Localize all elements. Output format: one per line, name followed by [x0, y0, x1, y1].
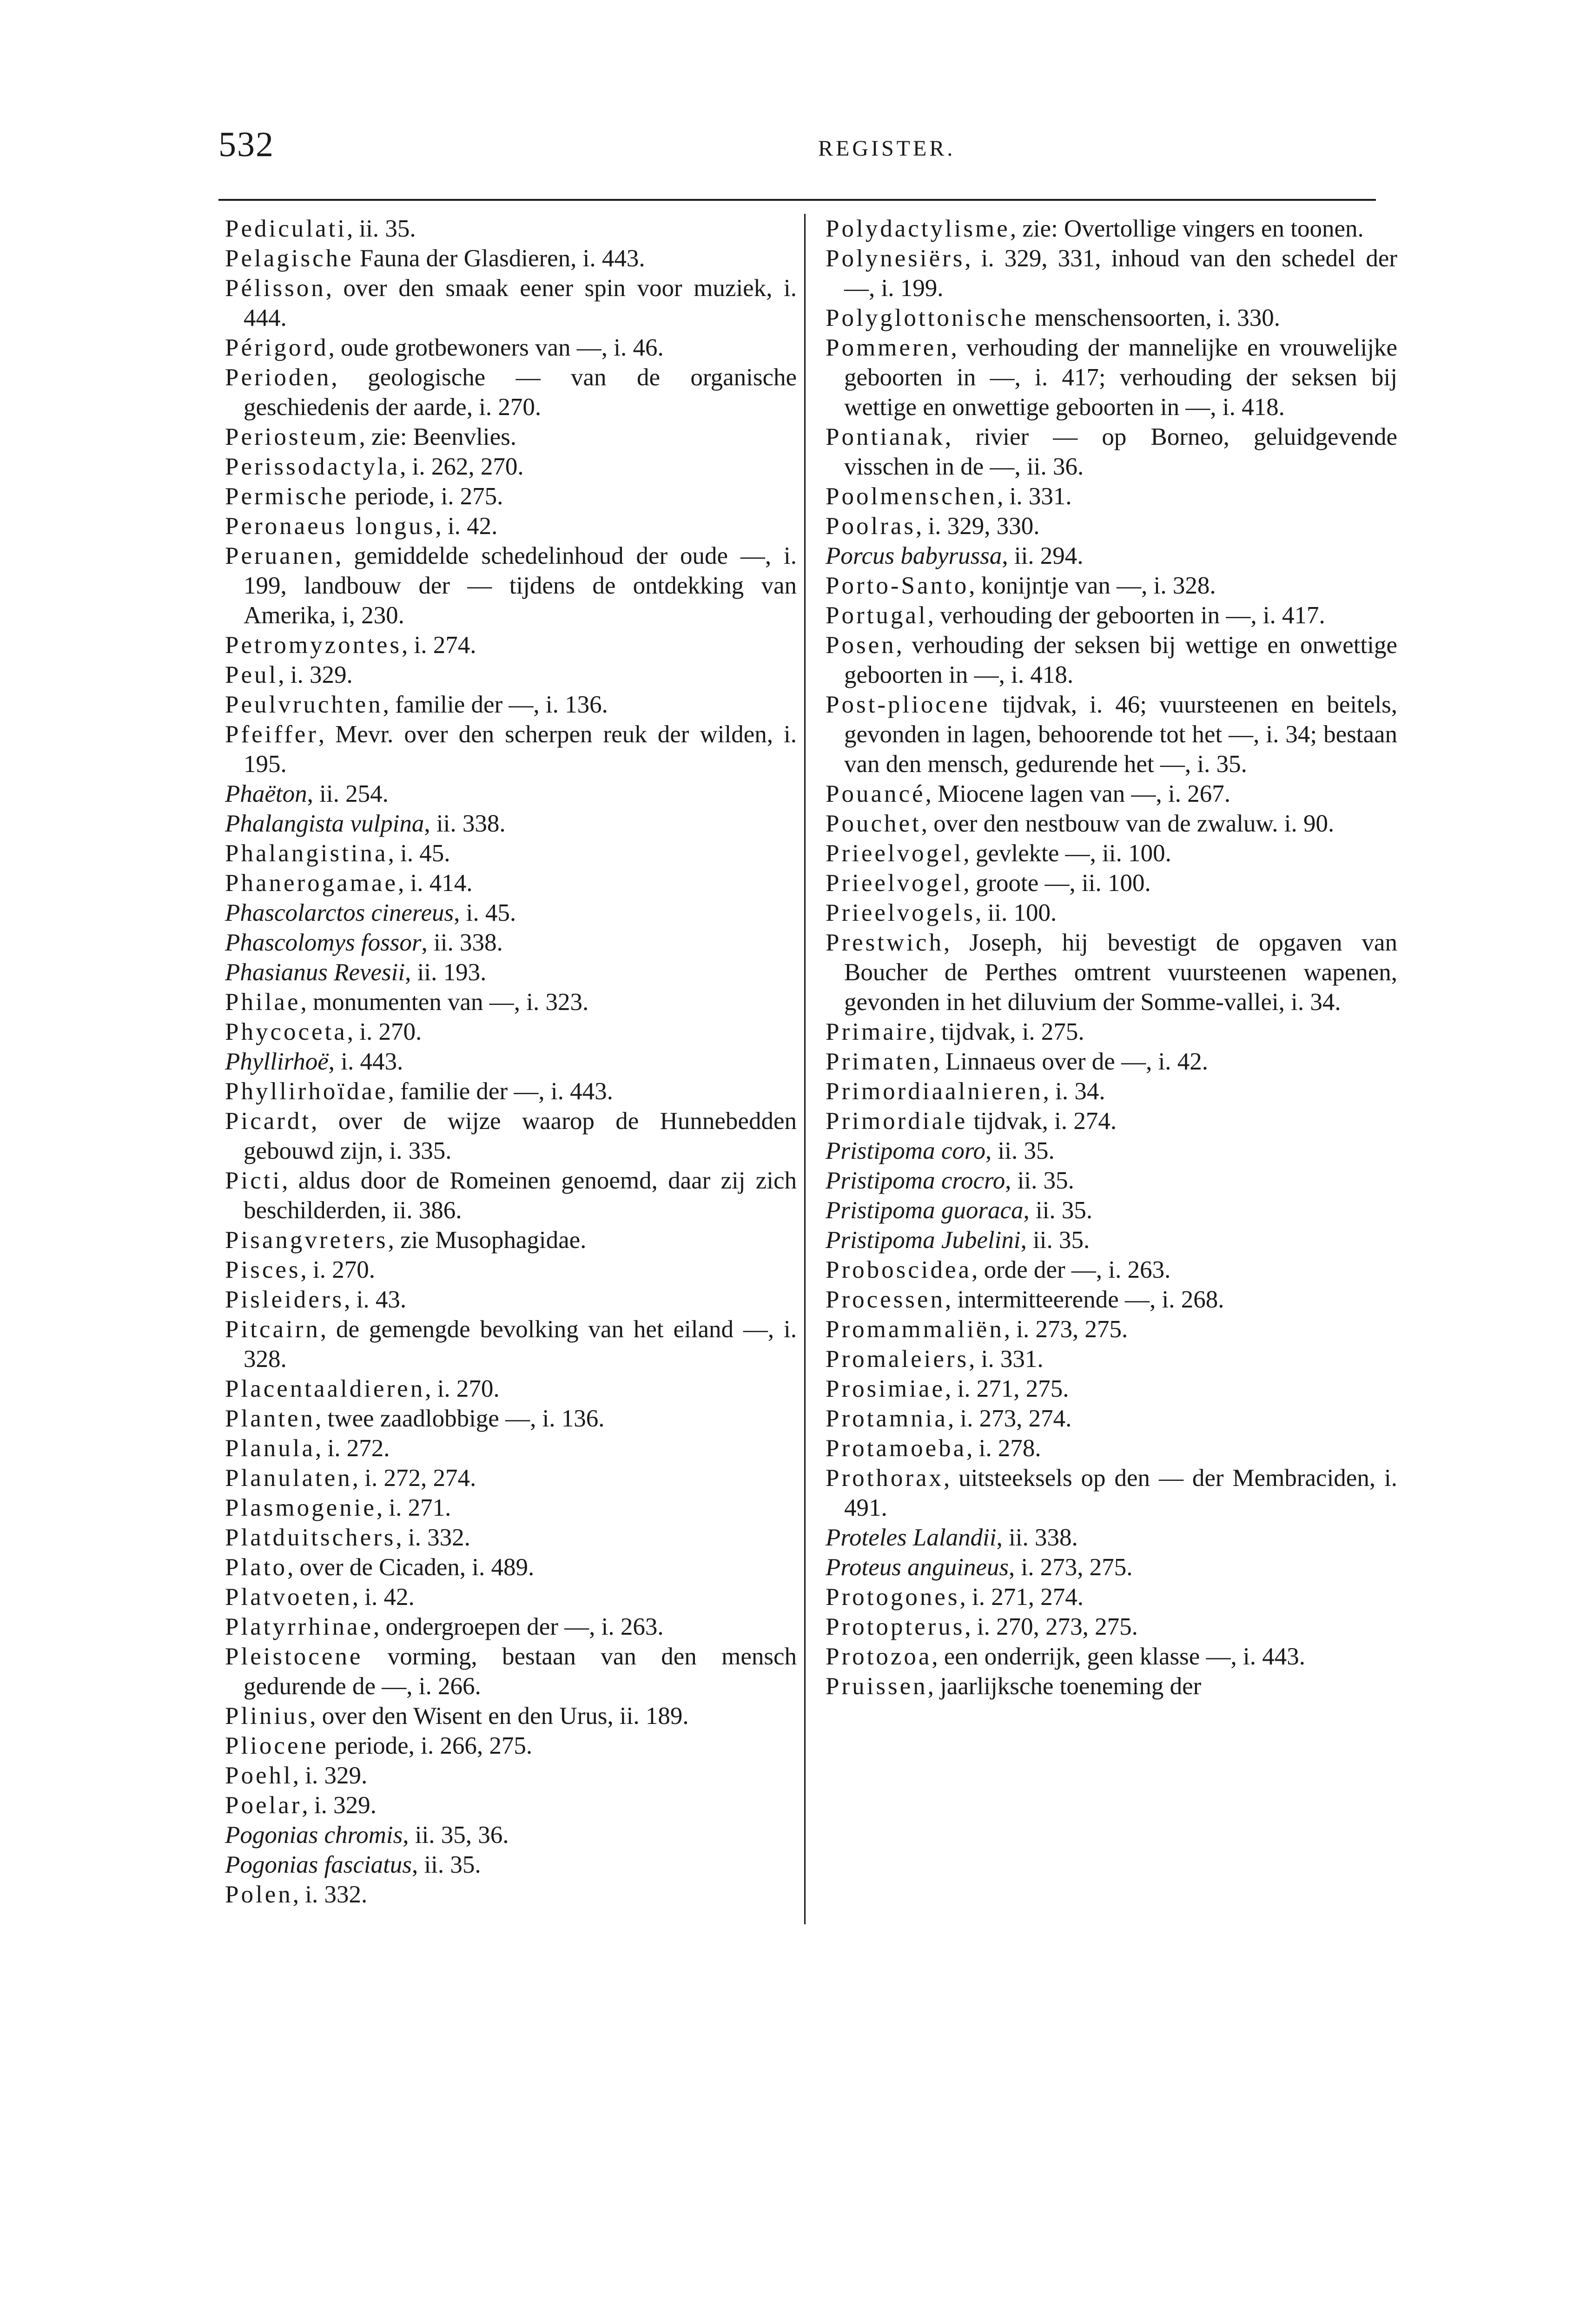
index-term: Pogonias fasciatus	[225, 1851, 412, 1878]
index-reference: , i. 274.	[402, 632, 476, 659]
index-term: Primordiale	[826, 1108, 968, 1135]
index-term: Phascolarctos cinereus	[225, 899, 454, 926]
index-term: Processen	[826, 1286, 945, 1313]
index-reference: , i. 34.	[1043, 1078, 1105, 1105]
index-reference: , gevlekte —, ii. 100.	[963, 840, 1171, 867]
index-reference: , i. 42.	[435, 513, 498, 540]
index-entry	[225, 660, 797, 690]
index-term: Pristipoma coro	[826, 1137, 986, 1164]
index-entry	[826, 1166, 1397, 1195]
index-term: Protamoeba	[826, 1435, 967, 1462]
index-reference: , aldus door de Romeinen genoemd, daar zij zich beschilderden, ii. 386.	[244, 1167, 797, 1224]
index-term: Pontianak	[826, 423, 945, 450]
index-entry	[826, 690, 1397, 779]
index-entry	[225, 1790, 797, 1820]
index-entry	[225, 690, 797, 720]
index-reference: , ii. 35, 36.	[403, 1822, 509, 1849]
index-term: Placentaaldieren	[225, 1375, 425, 1402]
index-term: Prieelvogel	[826, 840, 964, 867]
index-entry	[225, 1642, 797, 1701]
index-entry	[225, 482, 797, 511]
index-reference: , ii. 35.	[346, 215, 416, 242]
index-term: Phyllirhoë	[225, 1048, 329, 1075]
index-reference: , i. 43.	[344, 1286, 407, 1313]
index-entry	[225, 511, 797, 541]
index-reference: Fauna der Glasdieren, i. 443.	[353, 245, 645, 272]
index-term: Pliocene	[225, 1732, 329, 1759]
index-entry	[225, 244, 797, 273]
index-reference: , i. 270, 273, 275.	[965, 1613, 1138, 1640]
index-entry	[826, 244, 1397, 303]
index-term: Periosteum	[225, 423, 359, 450]
index-entry	[826, 1433, 1397, 1463]
index-term: Post-pliocene	[826, 691, 990, 718]
index-term: Poolmenschen	[826, 483, 998, 510]
index-reference: , i. 271, 274.	[959, 1584, 1084, 1611]
index-term: Plinius	[225, 1703, 310, 1730]
index-entry	[826, 303, 1397, 333]
index-term: Polydactylisme	[826, 215, 1010, 242]
index-entry	[225, 1433, 797, 1463]
index-entry	[826, 1285, 1397, 1314]
index-reference: , i. 262, 270.	[400, 453, 524, 480]
index-reference: , Joseph, hij bevestigt de opgaven van Boucher de Perthes omtrent vuursteenen wapenen, gevonden in het diluvium der Somme-vallei, i. 34.	[844, 929, 1397, 1016]
index-term: Poolras	[826, 513, 916, 540]
index-term: Plasmogenie	[225, 1494, 377, 1521]
index-term: Primordiaalnieren	[826, 1078, 1043, 1105]
index-term: Perissodactyla	[225, 453, 400, 480]
index-term: Plato	[225, 1554, 287, 1581]
index-reference: , i. 329, 331, inhoud van den schedel der —, i. 199.	[844, 245, 1397, 302]
index-term: Pouancé	[826, 780, 925, 807]
index-entry	[225, 898, 797, 928]
index-term: Protamnia	[826, 1405, 948, 1432]
index-reference: , ii. 35.	[411, 1851, 481, 1878]
index-term: Phasianus Revesii	[225, 959, 405, 986]
index-entry	[826, 779, 1397, 809]
index-entry	[225, 541, 797, 630]
index-reference: , geologische — van de organische geschiedenis der aarde, i. 270.	[244, 364, 797, 421]
index-entry	[225, 1106, 797, 1166]
index-term: Peruanen	[225, 542, 336, 569]
index-column-right	[826, 214, 1397, 1701]
index-entry	[826, 1047, 1397, 1076]
index-entry	[826, 1374, 1397, 1404]
column-divider	[804, 214, 806, 1924]
index-entry	[826, 630, 1397, 690]
index-reference: , i. 270.	[425, 1375, 500, 1402]
index-entry	[826, 601, 1397, 630]
index-term: Planulaten	[225, 1465, 352, 1492]
index-entry	[826, 511, 1397, 541]
index-term: Phaëton	[225, 780, 307, 807]
index-term: Peulvruchten	[225, 691, 383, 718]
index-term: Picardt	[225, 1108, 311, 1135]
index-term: Périgord	[225, 334, 329, 361]
index-term: Pleistocene	[225, 1643, 363, 1670]
index-term: Phycoceta	[225, 1018, 347, 1045]
index-reference: , Miocene lagen van —, i. 267.	[925, 780, 1231, 807]
index-entry	[225, 1820, 797, 1850]
index-reference: , orde der —, i. 263.	[972, 1256, 1171, 1283]
index-reference: , i. 329.	[292, 1762, 368, 1789]
index-reference: , over den nestbouw van de zwaluw. i. 90.	[921, 810, 1335, 837]
index-reference: , over de Cicaden, i. 489.	[287, 1554, 535, 1581]
index-term: Philae	[225, 989, 301, 1016]
index-entry	[225, 1552, 797, 1582]
index-term: Proboscidea	[826, 1256, 972, 1283]
index-reference: , konijntje van —, i. 328.	[969, 572, 1216, 599]
index-entry	[826, 898, 1397, 928]
page-header	[218, 125, 1376, 171]
index-entry	[826, 1255, 1397, 1285]
index-reference: , zie: Beenvlies.	[359, 423, 516, 450]
index-reference: , familie der —, i. 136.	[383, 691, 608, 718]
index-term: Pediculati	[225, 215, 347, 242]
index-reference: , verhouding der seksen bij wettige en onwettige geboorten in —, i. 418.	[844, 632, 1397, 688]
index-entry	[225, 928, 797, 957]
index-entry	[225, 868, 797, 898]
index-reference: periode, i. 266, 275.	[328, 1732, 533, 1759]
index-reference: , ii. 338.	[421, 929, 503, 956]
index-reference: , i. 42.	[352, 1584, 415, 1611]
index-term: Prieelvogels	[826, 899, 975, 926]
index-reference: , ii. 254.	[307, 780, 389, 807]
index-term: Phanerogamae	[225, 870, 398, 897]
index-reference: , ii. 338.	[996, 1524, 1078, 1551]
index-entry	[826, 1404, 1397, 1433]
index-reference: , oude grotbewoners van —, i. 46.	[328, 334, 664, 361]
index-entry	[225, 214, 797, 244]
index-term: Platduitschers	[225, 1524, 396, 1551]
index-reference: , i. 332.	[292, 1881, 368, 1908]
index-reference: , i. 329.	[278, 661, 353, 688]
index-reference: , i. 331.	[969, 1346, 1044, 1373]
index-reference: , i. 273, 275.	[1009, 1554, 1133, 1581]
index-entry	[225, 779, 797, 809]
index-reference: , twee zaadlobbige —, i. 136.	[315, 1405, 605, 1432]
index-entry	[826, 1582, 1397, 1612]
index-reference: , ii. 100.	[975, 899, 1057, 926]
index-term: Pogonias chromis	[225, 1822, 403, 1849]
running-title: REGISTER.	[818, 136, 956, 161]
index-reference: , i. 443.	[328, 1048, 403, 1075]
index-entry	[225, 720, 797, 779]
index-entry	[826, 1344, 1397, 1374]
index-reference: , jaarlijksche toeneming der	[927, 1673, 1202, 1700]
index-term: Protogones	[826, 1584, 960, 1611]
index-reference: , een onderrijk, geen klasse —, i. 443.	[932, 1643, 1306, 1670]
index-term: Perioden	[225, 364, 331, 391]
index-reference: , i. 329, 330.	[916, 513, 1040, 540]
index-term: Polen	[225, 1881, 293, 1908]
index-reference: , ii. 193.	[405, 959, 487, 986]
index-term: Pisleiders	[225, 1286, 344, 1313]
index-reference: , i. 45.	[388, 840, 450, 867]
index-entry	[225, 273, 797, 333]
index-entry	[826, 1523, 1397, 1552]
index-entry	[826, 928, 1397, 1017]
index-reference: , ii. 338.	[424, 810, 506, 837]
index-term: Protopterus	[826, 1613, 965, 1640]
index-reference: menschensoorten, i. 330.	[1028, 304, 1280, 331]
index-term: Promaleiers	[826, 1346, 969, 1373]
index-reference: , ii. 35.	[985, 1137, 1055, 1164]
index-reference: , verhouding der geboorten in —, i. 417.	[927, 602, 1325, 629]
index-term: Prosimiae	[826, 1375, 945, 1402]
index-entry	[225, 838, 797, 868]
index-reference: , verhouding der mannelijke en vrouwelijke geboorten in —, i. 417; verhouding der seksen bij wettige en onwettige geboorten in —, i. 418.	[844, 334, 1397, 421]
index-term: Pruissen	[826, 1673, 928, 1700]
index-term: Polynesiërs	[826, 245, 965, 272]
index-term: Prothorax	[826, 1465, 944, 1492]
index-term: Primaten	[826, 1048, 933, 1075]
index-reference: , groote —, ii. 100.	[963, 870, 1151, 897]
index-entry	[225, 630, 797, 660]
index-entry	[826, 1076, 1397, 1106]
index-term: Phalangistina	[225, 840, 388, 867]
index-entry	[225, 452, 797, 482]
index-reference: , zie Musophagidae.	[388, 1227, 587, 1254]
index-reference: , zie: Overtollige vingers en toonen.	[1010, 215, 1364, 242]
index-entry	[826, 1642, 1397, 1671]
index-term: Planten	[225, 1405, 315, 1432]
index-column-left	[225, 214, 797, 1909]
index-reference: , i. 331.	[997, 483, 1072, 510]
index-entry	[826, 1612, 1397, 1642]
index-term: Pristipoma crocro	[826, 1167, 1005, 1194]
index-term: Pisces	[225, 1256, 301, 1283]
index-entry	[225, 1076, 797, 1106]
index-reference: , i. 270.	[300, 1256, 375, 1283]
index-term: Pélisson	[225, 275, 326, 302]
index-entry	[225, 1463, 797, 1493]
index-entry	[225, 333, 797, 363]
index-term: Poehl	[225, 1762, 293, 1789]
index-reference: , over de wijze waarop de Hunnebedden gebouwd zijn, i. 335.	[244, 1108, 797, 1164]
index-entry	[826, 1552, 1397, 1582]
index-reference: , i. 271.	[376, 1494, 451, 1521]
index-term: Proteus anguineus	[826, 1554, 1009, 1581]
index-entry	[826, 1463, 1397, 1523]
index-reference: , ii. 294.	[1002, 542, 1084, 569]
index-entry	[826, 1195, 1397, 1225]
index-term: Pristipoma guoraca	[826, 1197, 1024, 1224]
index-term: Planula	[225, 1435, 315, 1462]
index-reference: , i. 272, 274.	[352, 1465, 476, 1492]
index-term: Pisangvreters	[225, 1227, 388, 1254]
index-term: Peul	[225, 661, 278, 688]
index-entry	[225, 1523, 797, 1552]
index-entry	[826, 838, 1397, 868]
index-entry	[225, 1850, 797, 1880]
index-term: Prieelvogel	[826, 870, 964, 897]
index-reference: , intermitteerende —, i. 268.	[945, 1286, 1224, 1313]
index-reference: , i. 329.	[302, 1792, 377, 1819]
index-term: Pristipoma Jubelini	[826, 1227, 1021, 1254]
index-reference: , i. 332.	[396, 1524, 470, 1551]
index-term: Phyllirhoïdae	[225, 1078, 388, 1105]
index-reference: , tijdvak, i. 275.	[929, 1018, 1084, 1045]
index-term: Primaire	[826, 1018, 929, 1045]
index-entry	[826, 482, 1397, 511]
index-reference: , i. 273, 274.	[947, 1405, 1072, 1432]
index-reference: , i. 273, 275.	[1004, 1316, 1128, 1343]
index-reference: , i. 414.	[397, 870, 473, 897]
index-term: Picti	[225, 1167, 282, 1194]
index-entry	[826, 1136, 1397, 1166]
index-reference: vorming, bestaan van den mensch gedurende de —, i. 266.	[244, 1643, 797, 1700]
index-entry	[225, 1166, 797, 1225]
index-entry	[826, 1017, 1397, 1047]
index-entry	[225, 363, 797, 422]
index-reference: , over den smaak eener spin voor muziek, i. 444.	[244, 275, 797, 331]
index-entry	[225, 809, 797, 838]
index-entry	[225, 957, 797, 987]
index-term: Portugal	[826, 602, 928, 629]
index-entry	[826, 333, 1397, 422]
index-entry	[225, 422, 797, 452]
index-entry	[826, 1314, 1397, 1344]
index-entry	[225, 1255, 797, 1285]
index-term: Permische	[225, 483, 349, 510]
index-reference: , familie der —, i. 443.	[388, 1078, 613, 1105]
index-reference: , over den Wisent en den Urus, ii. 189.	[310, 1703, 689, 1730]
page-number: 532	[218, 125, 274, 164]
index-entry	[225, 1225, 797, 1255]
index-entry	[225, 1731, 797, 1761]
index-entry	[826, 1671, 1397, 1701]
index-entry	[225, 1374, 797, 1404]
index-term: Protozoa	[826, 1643, 932, 1670]
index-reference: , i. 278.	[966, 1435, 1041, 1462]
index-reference: , Mevr. over den scherpen reuk der wilden, i. 195.	[244, 721, 797, 778]
index-reference: , ondergroepen der —, i. 263.	[373, 1613, 664, 1640]
index-reference: , ii. 35.	[1023, 1197, 1093, 1224]
index-entry	[225, 1285, 797, 1314]
index-reference: periode, i. 275.	[348, 483, 503, 510]
index-entry	[826, 422, 1397, 482]
index-reference: , uitsteeksels op den — der Membraciden, i. 491.	[844, 1465, 1397, 1521]
index-reference: tijdvak, i. 46; vuursteenen en beitels, gevonden in lagen, behoorende tot het —, i. 34; bestaan van den mensch, gedurende het —, i. 35.	[844, 691, 1397, 778]
index-term: Poelar	[225, 1792, 302, 1819]
index-entry	[225, 1701, 797, 1731]
index-term: Pommeren	[826, 334, 951, 361]
index-term: Promammaliën	[826, 1316, 1004, 1343]
index-term: Pouchet	[826, 810, 921, 837]
index-reference: tijdvak, i. 274.	[967, 1108, 1117, 1135]
index-reference: , i. 270.	[347, 1018, 422, 1045]
index-entry	[826, 571, 1397, 601]
header-rule	[218, 199, 1376, 201]
index-reference: , i. 272.	[315, 1435, 390, 1462]
index-entry	[225, 1880, 797, 1909]
index-term: Pfeiffer	[225, 721, 318, 748]
index-reference: , monumenten van —, i. 323.	[300, 989, 589, 1016]
index-reference: , Linnaeus over de —, i. 42.	[933, 1048, 1209, 1075]
index-entry	[225, 987, 797, 1017]
index-term: Phalangista vulpina	[225, 810, 424, 837]
index-entry	[225, 1314, 797, 1374]
index-term: Proteles Lalandii	[826, 1524, 997, 1551]
index-term: Pelagische	[225, 245, 354, 272]
index-term: Porcus babyrussa	[826, 542, 1002, 569]
index-entry	[826, 809, 1397, 838]
index-reference: , ii. 35.	[1020, 1227, 1090, 1254]
index-term: Petromyzontes	[225, 632, 402, 659]
index-term: Phascolomys fossor	[225, 929, 422, 956]
index-reference: , i. 45.	[454, 899, 516, 926]
index-entry	[225, 1047, 797, 1076]
index-entry	[826, 541, 1397, 571]
index-reference: , i. 271, 275.	[945, 1375, 1069, 1402]
index-entry	[225, 1582, 797, 1612]
index-entry	[826, 1106, 1397, 1136]
index-term: Platvoeten	[225, 1584, 352, 1611]
index-entry	[225, 1404, 797, 1433]
index-entry	[225, 1493, 797, 1523]
index-reference: , gemiddelde schedelinhoud der oude —, i. 199, landbouw der — tijdens de ontdekking van Amerika, i, 230.	[244, 542, 797, 629]
index-entry	[225, 1612, 797, 1642]
index-term: Prestwich	[826, 929, 944, 956]
index-reference: , rivier — op Borneo, geluidgevende visschen in de —, ii. 36.	[844, 423, 1397, 480]
index-reference: , ii. 35.	[1005, 1167, 1074, 1194]
index-term: Posen	[826, 632, 896, 659]
index-entry	[225, 1017, 797, 1047]
index-term: Porto-Santo	[826, 572, 969, 599]
index-reference: , de gemengde bevolking van het eiland —, i. 328.	[244, 1316, 797, 1373]
index-term: Pitcairn	[225, 1316, 320, 1343]
index-term: Platyrrhinae	[225, 1613, 374, 1640]
index-term: Polyglottonische	[826, 304, 1029, 331]
index-term: Peronaeus longus	[225, 513, 436, 540]
index-entry	[225, 1761, 797, 1790]
index-entry	[826, 868, 1397, 898]
index-entry	[826, 214, 1397, 244]
index-entry	[826, 1225, 1397, 1255]
